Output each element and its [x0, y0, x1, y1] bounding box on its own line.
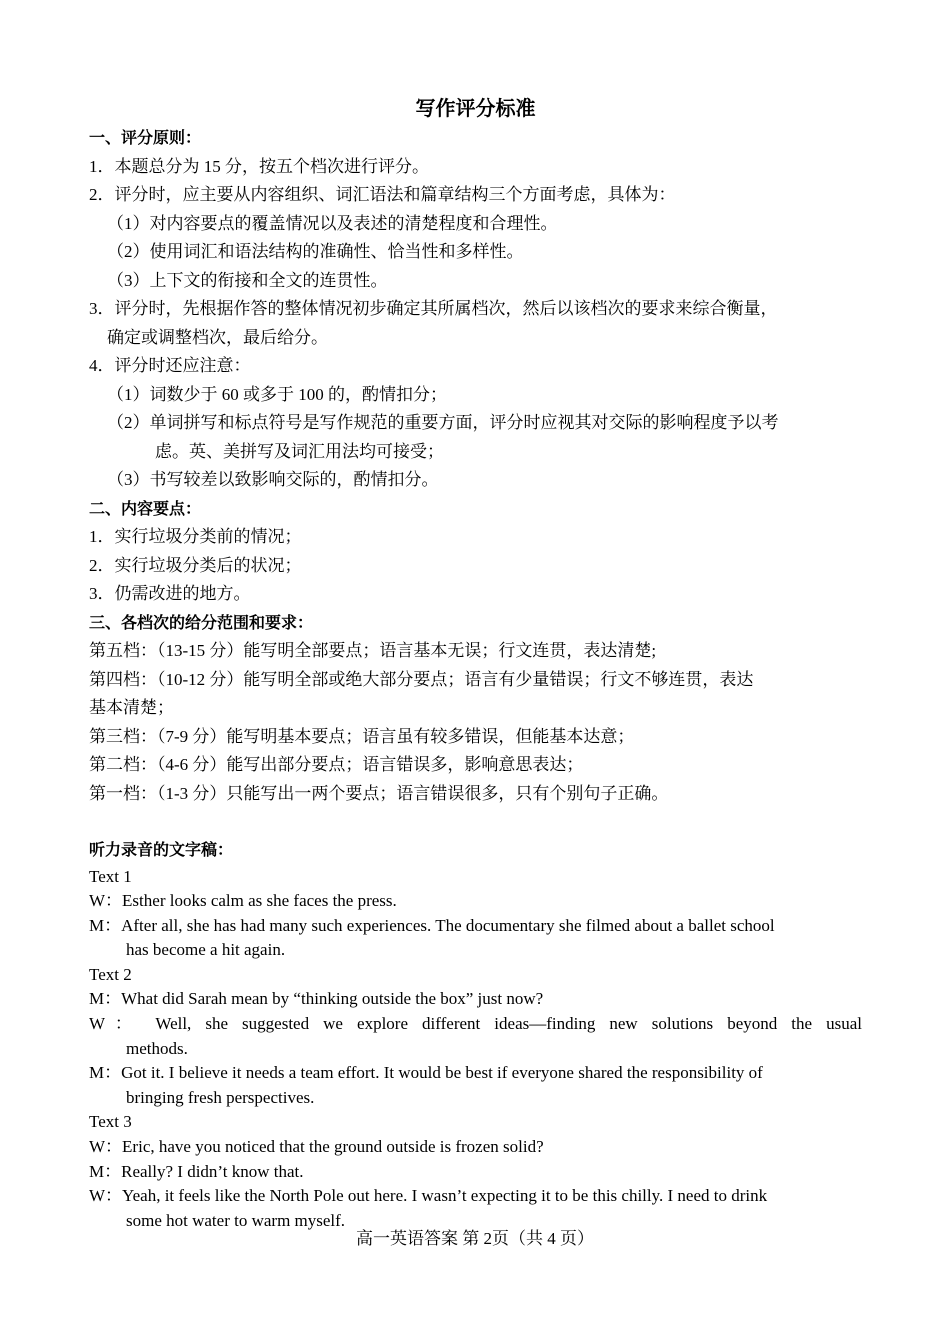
text-line: 1．本题总分为 15 分，按五个档次进行评分。	[89, 156, 429, 176]
text-line: 第五档：（13-15 分）能写明全部要点；语言基本无误；行文连贯，表达清楚;	[89, 641, 657, 660]
text-line: 虑。英、美拼写及词汇用法均可接受；	[155, 441, 444, 461]
text-line: 1．实行垃圾分类前的情况；	[89, 527, 302, 546]
document-page	[89, 94, 862, 1233]
section-heading: 二、内容要点：	[89, 498, 202, 518]
text-line: 3．评分时，先根据作答的整体情况初步确定其所属档次，然后以该档次的要求来综合衡量，	[89, 299, 778, 318]
dialogue-line: W：Eric, have you noticed that the ground outside is frozen solid?	[89, 1137, 544, 1157]
section-heading: 一、评分原则：	[89, 128, 202, 147]
text-line: 第三档：（7-9 分）能写明基本要点；语言虽有较多错误，但能基本达意；	[89, 726, 635, 746]
dialogue-line: W：Esther looks calm as she faces the press.	[89, 891, 397, 911]
text-line: 3．仍需改进的地方。	[89, 584, 251, 603]
text-line: （1）对内容要点的覆盖情况以及表述的清楚程度和合理性。	[107, 213, 558, 233]
dialogue-line: M：Really? I didn’t know that.	[89, 1161, 304, 1181]
dialogue-line: M：After all, she has had many such experiences. The documentary she filmed about a ballet school	[89, 915, 775, 935]
text-line: 2．评分时，应主要从内容组织、词汇语法和篇章结构三个方面考虑，具体为：	[89, 185, 676, 204]
listening-heading: 听力录音的文字稿：	[89, 840, 234, 859]
dialogue-line: W：Yeah, it feels like the North Pole out here. I wasn’t expecting it to be this chilly. I need to drink	[89, 1186, 768, 1206]
dialogue-line: M：Got it. I believe it needs a team effort. It would be best if everyone shared the responsibility of	[89, 1063, 763, 1083]
text-label: Text 3	[89, 1112, 132, 1132]
text-label: Text 1	[89, 866, 132, 886]
dialogue-line: bringing fresh perspectives.	[126, 1087, 315, 1107]
text-line: 第二档：（4-6 分）能写出部分要点；语言错误多，影响意思表达；	[89, 755, 584, 774]
text-line: 第四档：（10-12 分）能写明全部或绝大部分要点；语言有少量错误；行文不够连贯，表达	[89, 669, 754, 689]
text-line: 4．评分时还应注意：	[89, 356, 251, 375]
text-line: （3）上下文的衔接和全文的连贯性。	[107, 270, 388, 290]
dialogue-line: W： Well, she suggested we explore different ideas—finding new solutions beyond the usual	[89, 1014, 862, 1034]
dialogue-line: methods.	[126, 1038, 188, 1058]
dialogue-line: some hot water to warm myself.	[126, 1210, 346, 1230]
text-line: （2）使用词汇和语法结构的准确性、恰当性和多样性。	[107, 242, 524, 261]
text-line: （3）书写较差以致影响交际的，酌情扣分。	[107, 470, 439, 489]
text-line: 基本清楚；	[89, 698, 174, 717]
section-heading: 三、各档次的给分范围和要求：	[89, 612, 314, 632]
text-label: Text 2	[89, 964, 132, 984]
page-title: 写作评分标准	[415, 96, 536, 120]
page-footer: 高一英语答案 第 2页（共 4 页）	[356, 1229, 594, 1248]
text-line: 2．实行垃圾分类后的状况；	[89, 555, 302, 575]
dialogue-line: M：What did Sarah mean by “thinking outside the box” just now?	[89, 989, 544, 1009]
text-line: 确定或调整档次，最后给分。	[107, 327, 328, 347]
text-line: 第一档：（1-3 分）只能写出一两个要点；语言错误很多，只有个别句子正确。	[89, 783, 669, 803]
dialogue-line: has become a hit again.	[126, 940, 286, 960]
text-line: （2）单词拼写和标点符号是写作规范的重要方面，评分时应视其对交际的影响程度予以考	[107, 413, 779, 432]
text-line: （1）词数少于 60 或多于 100 的，酌情扣分；	[107, 384, 447, 404]
